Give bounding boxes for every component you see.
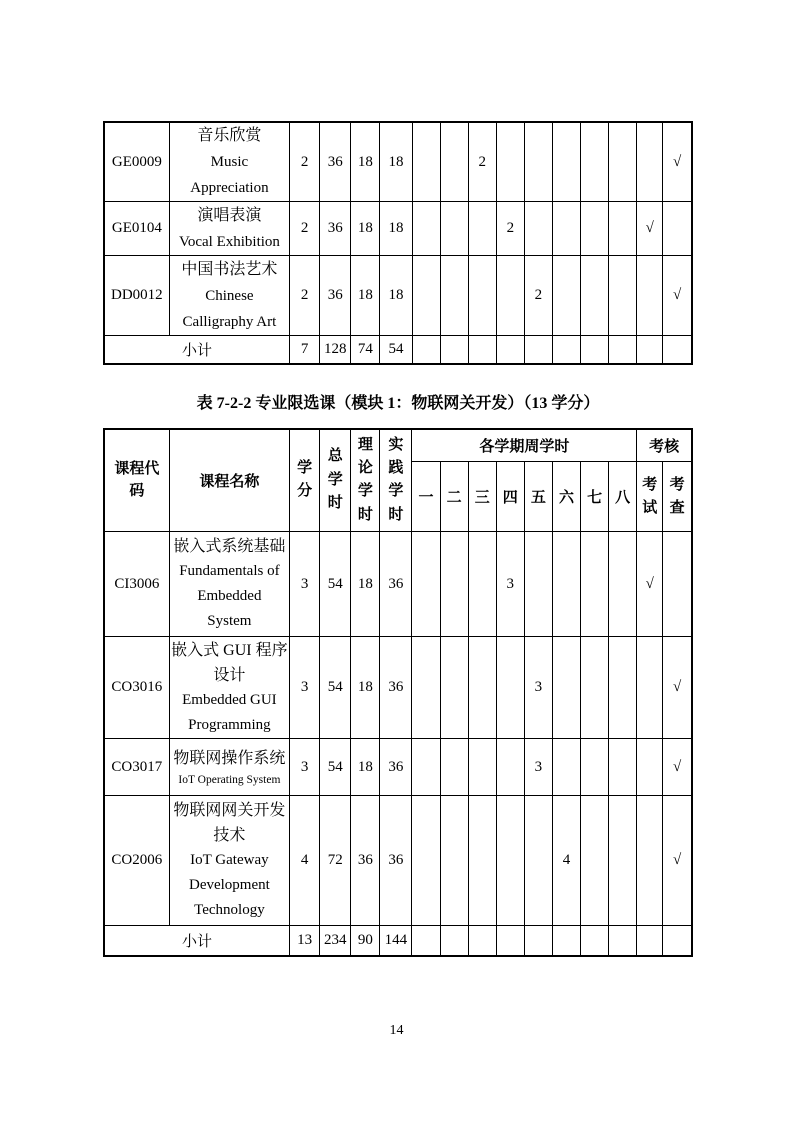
course-name-en: Development <box>188 877 270 893</box>
semester-cell <box>468 637 496 739</box>
semester-cell <box>609 796 637 926</box>
page-number: 14 <box>389 1023 404 1038</box>
practice-hours-cell: 18 <box>380 122 412 202</box>
semester-cell <box>524 796 552 926</box>
semester-cell <box>496 796 524 926</box>
semester-cell <box>496 637 524 739</box>
subtotal-credits: 7 <box>290 336 320 364</box>
exam-cell checkmark: √ <box>637 532 663 637</box>
course-name-cn: 物联网网关开发 <box>173 802 286 819</box>
practice-hours-cell: 36 <box>380 796 412 926</box>
header-semester-2: 二 <box>440 462 468 532</box>
semester-cell <box>552 336 580 364</box>
check-cell checkmark <box>663 532 692 637</box>
header-theory-hours: 理论学时 <box>351 429 380 532</box>
semester-cell <box>468 796 496 926</box>
exam-cell <box>637 336 663 364</box>
semester-cell: 2 <box>524 256 552 336</box>
course-name-en: Chinese <box>205 287 254 304</box>
semester-cell <box>496 122 524 202</box>
semester-cell <box>468 202 496 256</box>
course-code: DD0012 <box>104 256 169 336</box>
semester-cell <box>524 122 552 202</box>
subtotal-theory-hours: 90 <box>351 926 380 956</box>
subtotal-total-hours: 128 <box>320 336 351 364</box>
header-course-name: 课程名称 <box>169 429 289 532</box>
course-name-en: Technology <box>194 902 265 918</box>
semester-cell: 3 <box>524 637 552 739</box>
table-row <box>104 637 692 739</box>
header-assessment-group: 考核 <box>637 429 692 462</box>
semester-cell <box>412 336 440 364</box>
check-cell checkmark <box>663 202 692 256</box>
header-semester-3: 三 <box>468 462 496 532</box>
semester-cell <box>468 336 496 364</box>
subtotal-row <box>104 336 692 364</box>
total-hours-cell: 54 <box>320 637 351 739</box>
theory-hours-cell: 18 <box>351 532 380 637</box>
subtotal-credits: 13 <box>290 926 320 956</box>
exam-cell checkmark <box>637 637 663 739</box>
course-name <box>169 796 289 926</box>
semester-cell <box>609 256 637 336</box>
credits-cell: 2 <box>290 202 320 256</box>
total-hours-cell: 72 <box>320 796 351 926</box>
subtotal-practice-hours: 144 <box>380 926 412 956</box>
total-hours-cell: 36 <box>320 256 351 336</box>
course-code: GE0104 <box>104 202 169 256</box>
course-name-cn: 中国书法艺术 <box>181 260 278 278</box>
practice-hours-cell: 36 <box>380 637 412 739</box>
semester-cell <box>412 796 440 926</box>
semester-cell <box>581 122 609 202</box>
credits-cell: 3 <box>290 532 320 637</box>
table-row <box>104 796 692 926</box>
semester-cell <box>609 336 637 364</box>
semester-cell <box>581 256 609 336</box>
table-row <box>104 256 692 336</box>
semester-cell <box>468 532 496 637</box>
header-exam: 考试 <box>637 462 663 532</box>
semester-cell <box>440 256 468 336</box>
semester-cell: 2 <box>468 122 496 202</box>
header-row-groups <box>104 429 692 462</box>
exam-cell checkmark <box>637 256 663 336</box>
credits-cell: 2 <box>290 122 320 202</box>
course-name-en: Calligraphy Art <box>182 313 277 330</box>
course-name-cn: 技术 <box>213 827 246 844</box>
semester-cell: 2 <box>496 202 524 256</box>
semester-cell <box>440 336 468 364</box>
check-cell <box>663 336 692 364</box>
subtotal-theory-hours: 74 <box>351 336 380 364</box>
course-table-module1 <box>103 428 693 957</box>
course-code: GE0009 <box>104 122 169 202</box>
semester-cell <box>581 739 609 796</box>
semester-cell: 3 <box>524 739 552 796</box>
course-name <box>169 637 289 739</box>
semester-cell <box>581 637 609 739</box>
course-name <box>169 256 289 336</box>
semester-cell <box>412 532 440 637</box>
semester-cell <box>496 926 524 956</box>
semester-cell <box>552 532 580 637</box>
semester-cell <box>609 122 637 202</box>
semester-cell <box>552 637 580 739</box>
subtotal-row <box>104 926 692 956</box>
check-cell checkmark: √ <box>663 796 692 926</box>
course-name <box>169 532 289 637</box>
theory-hours-cell: 18 <box>351 202 380 256</box>
course-name-en: IoT Operating System <box>178 773 281 786</box>
semester-cell <box>524 336 552 364</box>
subtotal-practice-hours: 54 <box>380 336 412 364</box>
course-name-cn: 音乐欣赏 <box>197 127 262 144</box>
credits-cell: 2 <box>290 256 320 336</box>
credits-cell: 3 <box>290 739 320 796</box>
course-name <box>169 739 289 796</box>
total-hours-cell: 54 <box>320 532 351 637</box>
semester-cell <box>496 256 524 336</box>
course-name-cn: 嵌入式系统基础 <box>173 538 286 555</box>
exam-cell checkmark <box>637 122 663 202</box>
semester-cell <box>440 532 468 637</box>
credits-cell: 4 <box>290 796 320 926</box>
theory-hours-cell: 18 <box>351 637 380 739</box>
course-name <box>169 202 289 256</box>
semester-cell <box>524 926 552 956</box>
semester-cell <box>609 202 637 256</box>
course-name-en: Appreciation <box>190 180 269 196</box>
theory-hours-cell: 18 <box>351 256 380 336</box>
theory-hours-cell: 18 <box>351 739 380 796</box>
semester-cell <box>609 926 637 956</box>
table-title: 表 7-2-2 专业限选课（模块 1：物联网关开发）（13 学分） <box>196 394 600 412</box>
exam-cell <box>637 926 663 956</box>
course-name-cn: 设计 <box>213 666 246 684</box>
semester-cell <box>468 926 496 956</box>
total-hours-cell: 36 <box>320 202 351 256</box>
semester-cell <box>581 336 609 364</box>
semester-cell <box>440 637 468 739</box>
table-row <box>104 122 692 202</box>
header-check: 考查 <box>663 462 692 532</box>
header-semester-4: 四 <box>496 462 524 532</box>
header-course-code: 课程代码 <box>104 429 169 532</box>
semester-cell <box>552 122 580 202</box>
semester-cell <box>412 926 440 956</box>
semester-cell <box>524 532 552 637</box>
semester-cell <box>496 336 524 364</box>
semester-cell <box>412 637 440 739</box>
course-name-en: Fundamentals of <box>179 563 280 579</box>
semester-cell <box>552 739 580 796</box>
practice-hours-cell: 36 <box>380 739 412 796</box>
semester-cell <box>440 796 468 926</box>
exam-cell checkmark <box>637 796 663 926</box>
subtotal-label: 小计 <box>104 926 290 956</box>
semester-cell <box>552 256 580 336</box>
table-row <box>104 202 692 256</box>
table-row <box>104 739 692 796</box>
total-hours-cell: 54 <box>320 739 351 796</box>
header-semester-5: 五 <box>524 462 552 532</box>
semester-cell <box>440 122 468 202</box>
table-row <box>104 532 692 637</box>
exam-cell checkmark: √ <box>637 202 663 256</box>
semester-cell <box>581 796 609 926</box>
semester-cell <box>468 739 496 796</box>
semester-cell <box>609 739 637 796</box>
header-practice-hours: 实践学时 <box>380 429 412 532</box>
semester-cell <box>609 532 637 637</box>
header-credits: 学分 <box>290 429 320 532</box>
header-semester-1: 一 <box>412 462 440 532</box>
header-semester-7: 七 <box>581 462 609 532</box>
semester-cell <box>581 926 609 956</box>
semester-cell <box>496 739 524 796</box>
semester-cell: 3 <box>496 532 524 637</box>
semester-cell <box>552 202 580 256</box>
course-table-continued <box>103 121 693 365</box>
header-semester-group: 各学期周学时 <box>412 429 637 462</box>
course-name-en: System <box>207 613 252 629</box>
course-name-cn: 物联网操作系统 <box>173 749 286 767</box>
course-name <box>169 122 289 202</box>
practice-hours-cell: 18 <box>380 256 412 336</box>
semester-cell <box>468 256 496 336</box>
semester-cell <box>524 202 552 256</box>
semester-cell <box>440 202 468 256</box>
course-name-en: IoT Gateway <box>190 852 269 868</box>
exam-cell checkmark <box>637 739 663 796</box>
practice-hours-cell: 18 <box>380 202 412 256</box>
check-cell checkmark: √ <box>663 122 692 202</box>
semester-cell <box>440 926 468 956</box>
course-name-en: Music <box>210 154 249 170</box>
course-code: CO3016 <box>104 637 169 739</box>
header-semester-8: 八 <box>609 462 637 532</box>
course-name-en: Embedded <box>197 588 262 604</box>
semester-cell <box>412 739 440 796</box>
course-name-en: Embedded GUI <box>182 691 277 708</box>
course-name-cn: 演唱表演 <box>197 206 262 224</box>
semester-cell <box>412 122 440 202</box>
semester-cell <box>412 256 440 336</box>
check-cell checkmark: √ <box>663 637 692 739</box>
total-hours-cell: 36 <box>320 122 351 202</box>
header-total-hours: 总学时 <box>320 429 351 532</box>
course-name-cn: 嵌入式 GUI 程序 <box>171 641 288 659</box>
header-semester-6: 六 <box>552 462 580 532</box>
semester-cell <box>581 532 609 637</box>
semester-cell <box>440 739 468 796</box>
semester-cell <box>609 637 637 739</box>
check-cell <box>663 926 692 956</box>
course-code: CO2006 <box>104 796 169 926</box>
semester-cell <box>552 926 580 956</box>
course-code: CI3006 <box>104 532 169 637</box>
theory-hours-cell: 18 <box>351 122 380 202</box>
subtotal-total-hours: 234 <box>320 926 351 956</box>
course-code: CO3017 <box>104 739 169 796</box>
semester-cell <box>581 202 609 256</box>
semester-cell: 4 <box>552 796 580 926</box>
course-name-en: Vocal Exhibition <box>178 233 280 250</box>
theory-hours-cell: 36 <box>351 796 380 926</box>
check-cell checkmark: √ <box>663 256 692 336</box>
page-content <box>103 121 693 957</box>
subtotal-label: 小计 <box>104 336 290 364</box>
course-name-en: Programming <box>188 716 271 733</box>
check-cell checkmark: √ <box>663 739 692 796</box>
credits-cell: 3 <box>290 637 320 739</box>
practice-hours-cell: 36 <box>380 532 412 637</box>
semester-cell <box>412 202 440 256</box>
